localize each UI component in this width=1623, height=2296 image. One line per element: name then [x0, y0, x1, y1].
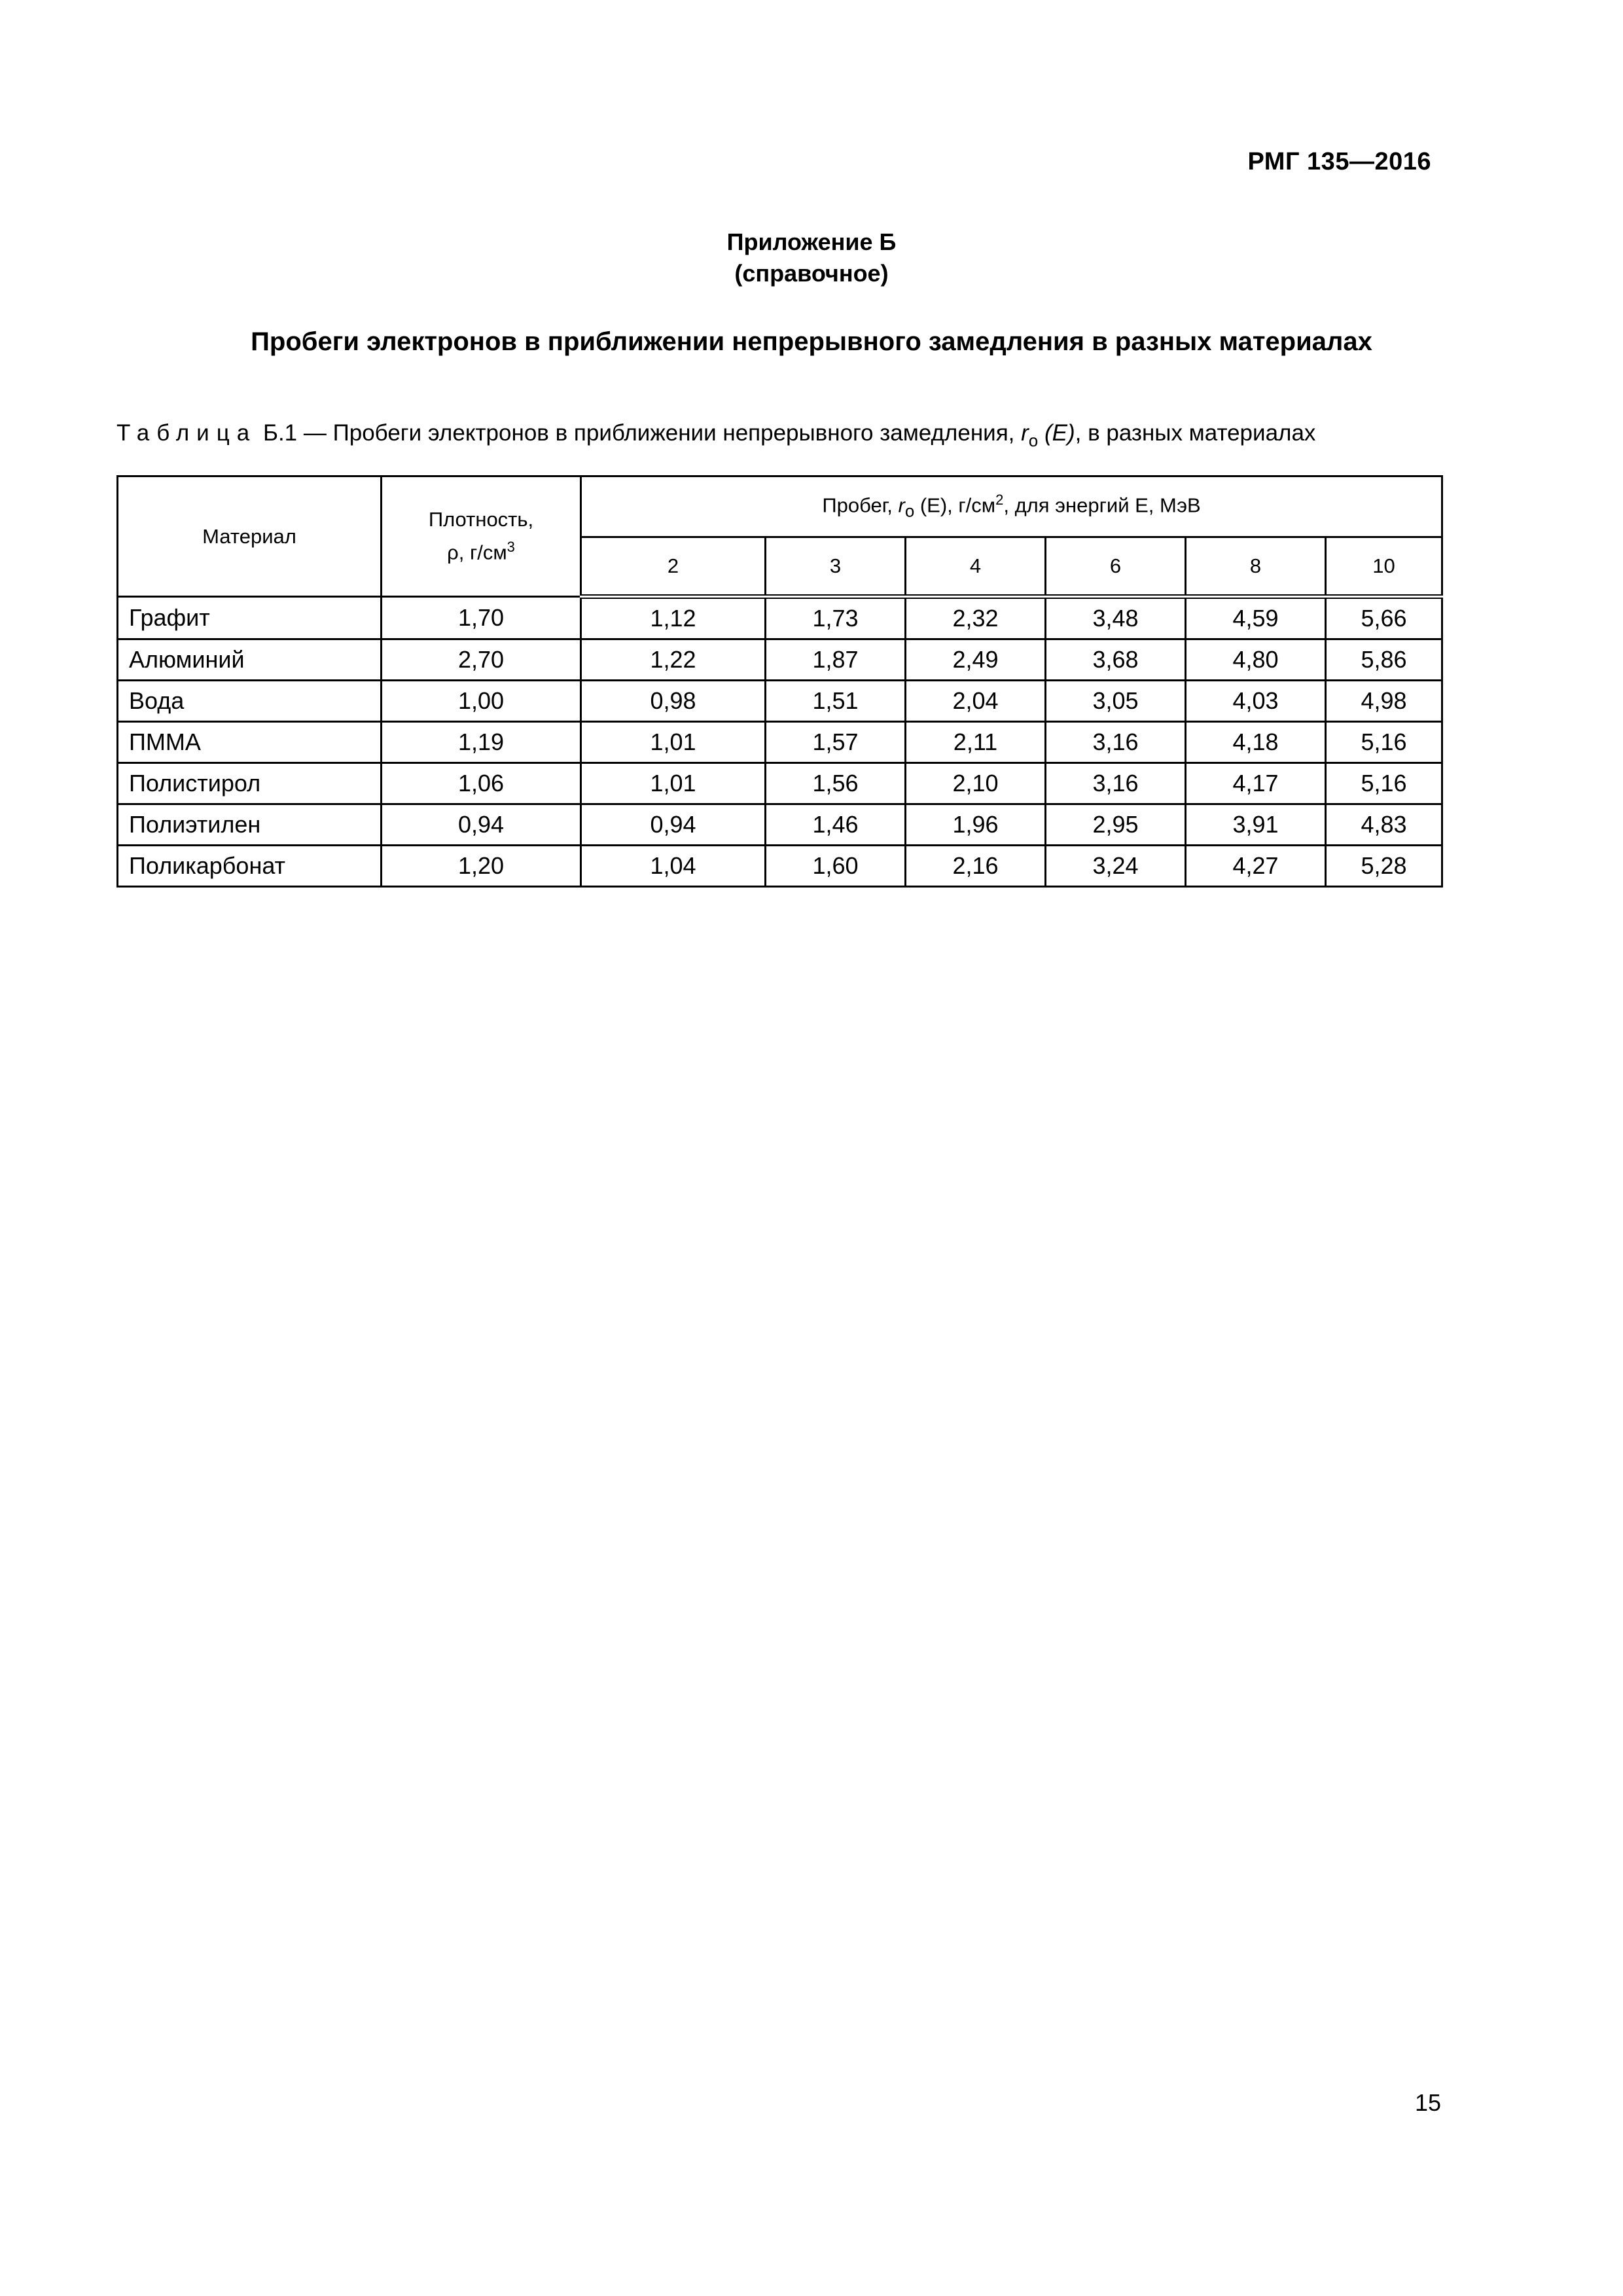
header-range-post: , для энергий E, МэВ [1003, 493, 1201, 517]
header-energy-6: 6 [1046, 537, 1186, 597]
cell-material: Вода [118, 681, 382, 722]
cell-range-value: 4,27 [1186, 846, 1326, 887]
header-energy-3: 3 [766, 537, 906, 597]
cell-range-value: 2,10 [906, 763, 1046, 804]
caption-number: Б.1 — [262, 420, 327, 446]
caption-text-after: , в разных материалах [1075, 420, 1316, 446]
cell-range-value: 1,56 [766, 763, 906, 804]
cell-range-value: 3,48 [1046, 597, 1186, 639]
cell-material: Полиэтилен [118, 804, 382, 846]
cell-range-value: 4,83 [1326, 804, 1442, 846]
cell-range-value: 3,24 [1046, 846, 1186, 887]
cell-material: Поликарбонат [118, 846, 382, 887]
caption-symbol-arg: (E) [1044, 420, 1075, 446]
cell-range-value: 4,03 [1186, 681, 1326, 722]
header-range-symbol: r [898, 493, 905, 517]
table-row [118, 639, 1442, 681]
header-density-label: Плотность, [428, 508, 534, 531]
cell-range-value: 1,22 [581, 639, 766, 681]
header-density-unit [382, 533, 580, 566]
cell-range-value: 1,60 [766, 846, 906, 887]
header-density-exponent: 3 [507, 539, 515, 556]
cell-range-value: 1,51 [766, 681, 906, 722]
cell-range-value: 1,73 [766, 597, 906, 639]
cell-range-value: 1,04 [581, 846, 766, 887]
cell-range-value: 2,04 [906, 681, 1046, 722]
cell-density: 0,94 [382, 804, 581, 846]
page-number: 15 [1414, 2089, 1441, 2116]
cell-material: Графит [118, 597, 382, 639]
caption-symbol-sub: o [1028, 431, 1039, 450]
cell-range-value: 3,16 [1046, 722, 1186, 763]
cell-range-value: 3,16 [1046, 763, 1186, 804]
header-range-mid: (E), г/см [919, 493, 996, 517]
cell-range-value: 4,17 [1186, 763, 1326, 804]
table-caption [116, 420, 1316, 450]
cell-density: 2,70 [382, 639, 581, 681]
cell-range-value: 2,32 [906, 597, 1046, 639]
cell-range-value: 1,96 [906, 804, 1046, 846]
cell-range-value: 5,86 [1326, 639, 1442, 681]
cell-range-value: 4,98 [1326, 681, 1442, 722]
header-range [581, 476, 1442, 537]
cell-range-value: 1,01 [581, 763, 766, 804]
cell-range-value: 4,18 [1186, 722, 1326, 763]
cell-range-value: 2,16 [906, 846, 1046, 887]
header-material: Материал [118, 476, 382, 597]
cell-density: 1,19 [382, 722, 581, 763]
cell-material: ПММА [118, 722, 382, 763]
caption-symbol: r [1021, 420, 1029, 446]
appendix-subtitle: (справочное) [734, 260, 889, 287]
table-row [118, 804, 1442, 846]
header-density-unit-text: ρ, г/см [447, 541, 507, 564]
table-row [118, 763, 1442, 804]
header-energy-10: 10 [1326, 537, 1442, 597]
table-body [118, 597, 1442, 887]
caption-label: Таблица [116, 420, 257, 446]
section-title: Пробеги электронов в приближении непрерывного замедления в разных материалах [251, 327, 1372, 356]
appendix-title: Приложение Б [726, 228, 897, 255]
document-number: РМГ 135—2016 [1247, 148, 1431, 175]
caption-text-before: Пробеги электронов в приближении непрерывного замедления, [332, 420, 1015, 446]
header-energy-2: 2 [581, 537, 766, 597]
header-range-pre: Пробег, [822, 493, 893, 517]
cell-density: 1,06 [382, 763, 581, 804]
header-energy-8: 8 [1186, 537, 1326, 597]
cell-material: Полистирол [118, 763, 382, 804]
cell-range-value: 2,11 [906, 722, 1046, 763]
cell-range-value: 4,80 [1186, 639, 1326, 681]
cell-density: 1,70 [382, 597, 581, 639]
cell-range-value: 3,91 [1186, 804, 1326, 846]
table-row [118, 681, 1442, 722]
header-range-sub: o [904, 502, 915, 521]
cell-range-value: 5,16 [1326, 763, 1442, 804]
cell-range-value: 2,95 [1046, 804, 1186, 846]
header-energy-4: 4 [906, 537, 1046, 597]
cell-material: Алюминий [118, 639, 382, 681]
header-range-exponent: 2 [995, 492, 1004, 509]
cell-range-value: 3,68 [1046, 639, 1186, 681]
cell-range-value: 5,16 [1326, 722, 1442, 763]
cell-range-value: 5,66 [1326, 597, 1442, 639]
cell-range-value: 4,59 [1186, 597, 1326, 639]
cell-range-value: 3,05 [1046, 681, 1186, 722]
table-row [118, 846, 1442, 887]
cell-range-value: 2,49 [906, 639, 1046, 681]
cell-range-value: 1,01 [581, 722, 766, 763]
table-row [118, 597, 1442, 639]
cell-density: 1,20 [382, 846, 581, 887]
cell-range-value: 1,12 [581, 597, 766, 639]
electron-range-table [116, 475, 1443, 888]
header-density [382, 476, 581, 597]
table-row [118, 722, 1442, 763]
cell-range-value: 1,57 [766, 722, 906, 763]
cell-range-value: 1,87 [766, 639, 906, 681]
cell-range-value: 0,98 [581, 681, 766, 722]
cell-range-value: 1,46 [766, 804, 906, 846]
cell-range-value: 0,94 [581, 804, 766, 846]
cell-density: 1,00 [382, 681, 581, 722]
cell-range-value: 5,28 [1326, 846, 1442, 887]
appendix-heading [0, 226, 1623, 289]
